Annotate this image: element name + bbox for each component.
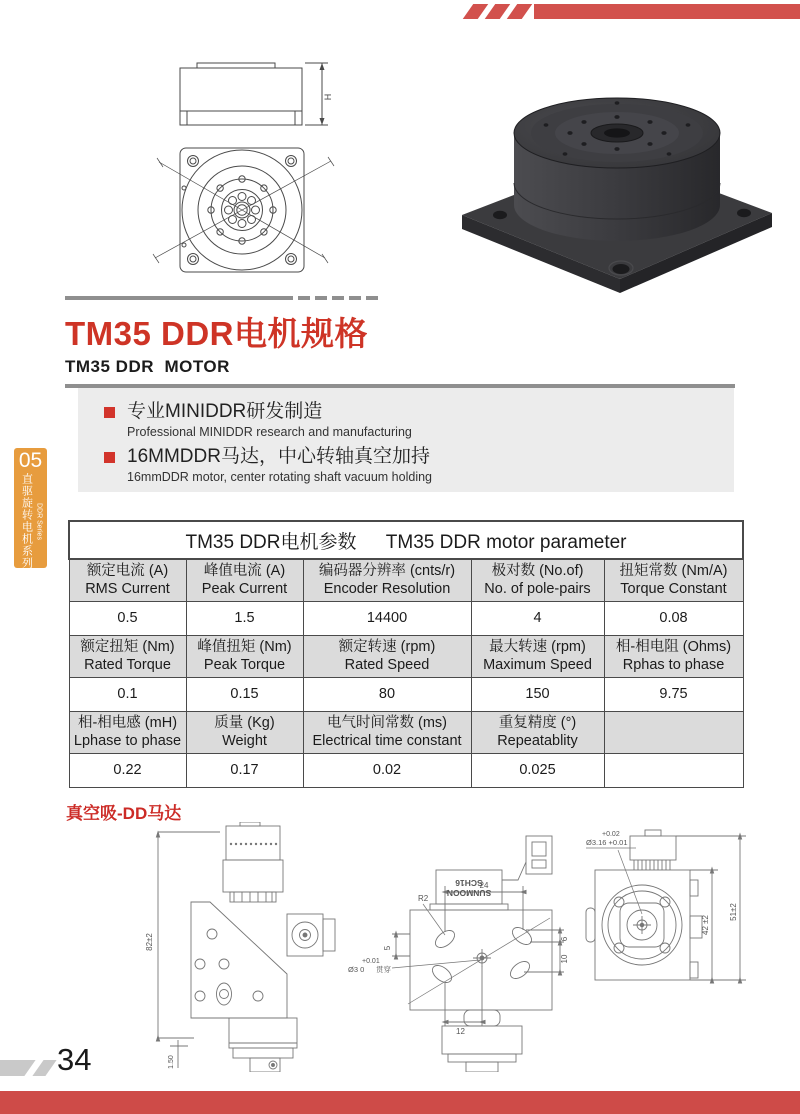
header-en: Repeatablity [497, 733, 578, 749]
spec-value-cell: 0.17 [186, 753, 303, 787]
tol-main-right: Ø3.16 +0.01 [586, 838, 628, 847]
spec-header-cell [69, 635, 186, 677]
header-cn: 电气时间常数 (ms) [326, 714, 447, 731]
drawing-front-view [392, 836, 564, 1072]
header-cn: 重复精度 (°) [498, 714, 577, 731]
page-title: TM35 DDR电机规格 [65, 315, 369, 352]
spec-value-cell: 0.08 [604, 601, 743, 635]
spec-value-cell: 14400 [303, 601, 471, 635]
feature-item [104, 401, 724, 439]
spec-value-cell: 150 [471, 677, 604, 711]
dim-51: 51±2 [729, 903, 738, 921]
feature-en: 16mmDDR motor, center rotating shaft vacuum holding [127, 469, 432, 484]
spec-table [68, 520, 744, 788]
header-cn: 编码器分辨率 (cnts/r) [318, 563, 456, 580]
tol-top-right: +0.02 [602, 831, 620, 838]
header-cn: 额定转速 (rpm) [338, 638, 436, 655]
dim-42: 42 ±2 [701, 915, 710, 935]
spec-value-cell: 1.5 [186, 601, 303, 635]
spec-value-cell: 80 [303, 677, 471, 711]
title-block [65, 296, 735, 388]
header-en: Rated Speed [344, 657, 430, 673]
top-red-band [468, 4, 800, 19]
title-rule-top [65, 296, 735, 300]
header-cn: 扭矩常数 (Nm/A) [619, 563, 728, 580]
product-photo [450, 55, 780, 295]
spec-header-cell [69, 711, 186, 753]
spec-header-cell [186, 635, 303, 677]
feature-item [104, 446, 724, 484]
feature-cn: 16MMDDR马达，中心转轴真空加持 [127, 445, 430, 467]
drawing-bottom-view [586, 830, 746, 980]
header-cn: 峰值扭矩 (Nm) [197, 638, 292, 655]
spec-header-cell [303, 711, 471, 753]
series-name-cn: 直驱旋转电机系列 [20, 473, 33, 570]
vacuum-motor-drawings [90, 822, 800, 1072]
dim-label-h: H [323, 93, 333, 101]
tol-note: 贯穿 [376, 965, 391, 974]
dim-82: 82±2 [145, 933, 154, 951]
spec-header-cell [69, 559, 186, 601]
dim-6: 6 [560, 936, 569, 942]
red-slash-icon [485, 4, 511, 19]
header-en: Rphas to phase [622, 657, 725, 673]
spec-header-cell [604, 559, 743, 601]
bullet-square-icon [104, 407, 115, 418]
page-subtitle: TM35 DDR MOTOR [65, 357, 230, 376]
dim-10: 10 [560, 954, 569, 964]
header-cn: 额定电流 (A) [86, 563, 169, 580]
red-slash-icon [507, 4, 533, 19]
header-en: Encoder Resolution [323, 581, 451, 598]
header-en: RMS Current [85, 581, 170, 598]
series-number: 05 [18, 449, 43, 472]
spec-table-title [69, 521, 743, 559]
dim-5: 5 [383, 945, 392, 951]
table-title-cn: TM35 DDR电机参数 [185, 531, 357, 553]
spec-value-cell [604, 753, 743, 787]
spec-header-cell [604, 635, 743, 677]
header-en: Electrical time constant [312, 733, 462, 749]
feature-box [78, 388, 734, 492]
spec-header-cell [471, 711, 604, 753]
dim-12: 12 [456, 1027, 465, 1036]
spec-value-cell: 0.1 [69, 677, 186, 711]
spec-value-cell: 0.22 [69, 753, 186, 787]
footer-chevron-icon [0, 1060, 36, 1076]
spec-header-cell [303, 559, 471, 601]
header-cn: 相-相电感 (mH) [77, 714, 178, 731]
header-en: Torque Constant [620, 581, 727, 598]
header-cn: 质量 (Kg) [214, 714, 275, 731]
tol-main: Ø3 0 [348, 965, 365, 974]
spec-header-cell [471, 635, 604, 677]
bullet-square-icon [104, 452, 115, 463]
footer-chevron-icon [32, 1060, 56, 1076]
series-name-en: DDR Series [35, 502, 43, 540]
spec-value-cell: 0.15 [186, 677, 303, 711]
spec-value-cell: 9.75 [604, 677, 743, 711]
tol-top: +0.01 [362, 958, 380, 965]
spec-header-cell [471, 559, 604, 601]
spec-value-cell: 4 [471, 601, 604, 635]
table-title-en: TM35 DDR motor parameter [385, 531, 627, 553]
page-number: 34 [57, 1042, 92, 1077]
vacuum-section-title: 真空吸-DD马达 [66, 804, 182, 823]
header-cn: 峰值电流 (A) [203, 563, 286, 580]
header-cn: 额定扭矩 (Nm) [80, 638, 175, 655]
dim-24: 24 [479, 881, 489, 890]
spec-header-cell [604, 711, 743, 753]
header-en: Lphase to phase [73, 733, 182, 749]
dim-r2: R2 [418, 894, 429, 903]
header-en: Maximum Speed [483, 657, 592, 673]
series-side-tab [14, 448, 47, 568]
spec-value-cell: 0.5 [69, 601, 186, 635]
red-slash-icon [463, 4, 489, 19]
coil-brand-line2: SUNMOON [446, 888, 492, 898]
header-en: Rated Torque [84, 657, 171, 673]
spec-value-cell: 0.02 [303, 753, 471, 787]
feature-en: Professional MINIDDR research and manufacturing [127, 424, 412, 439]
spec-header-cell [186, 711, 303, 753]
drawing-side-assembly [158, 822, 335, 1072]
header-cn: 相-相电阻 (Ohms) [615, 638, 732, 655]
spec-value-cell: 0.025 [471, 753, 604, 787]
header-cn: 最大转速 (rpm) [489, 638, 586, 655]
header-cn: 极对数 (No.of) [491, 563, 584, 580]
header-en: Weight [222, 733, 267, 749]
header-en: No. of pole-pairs [484, 581, 591, 598]
red-bar [534, 4, 800, 19]
dim-150: 1.50 [168, 1055, 175, 1069]
feature-cn: 专业MINIDDR研发制造 [127, 401, 323, 422]
coil-brand-line1: SCH16 [455, 878, 483, 888]
motor-technical-drawing [135, 58, 405, 296]
header-en: Peak Torque [203, 657, 286, 673]
spec-header-cell [186, 559, 303, 601]
header-en: Peak Current [201, 581, 288, 598]
bottom-red-bar [0, 1091, 800, 1114]
spec-header-cell [303, 635, 471, 677]
